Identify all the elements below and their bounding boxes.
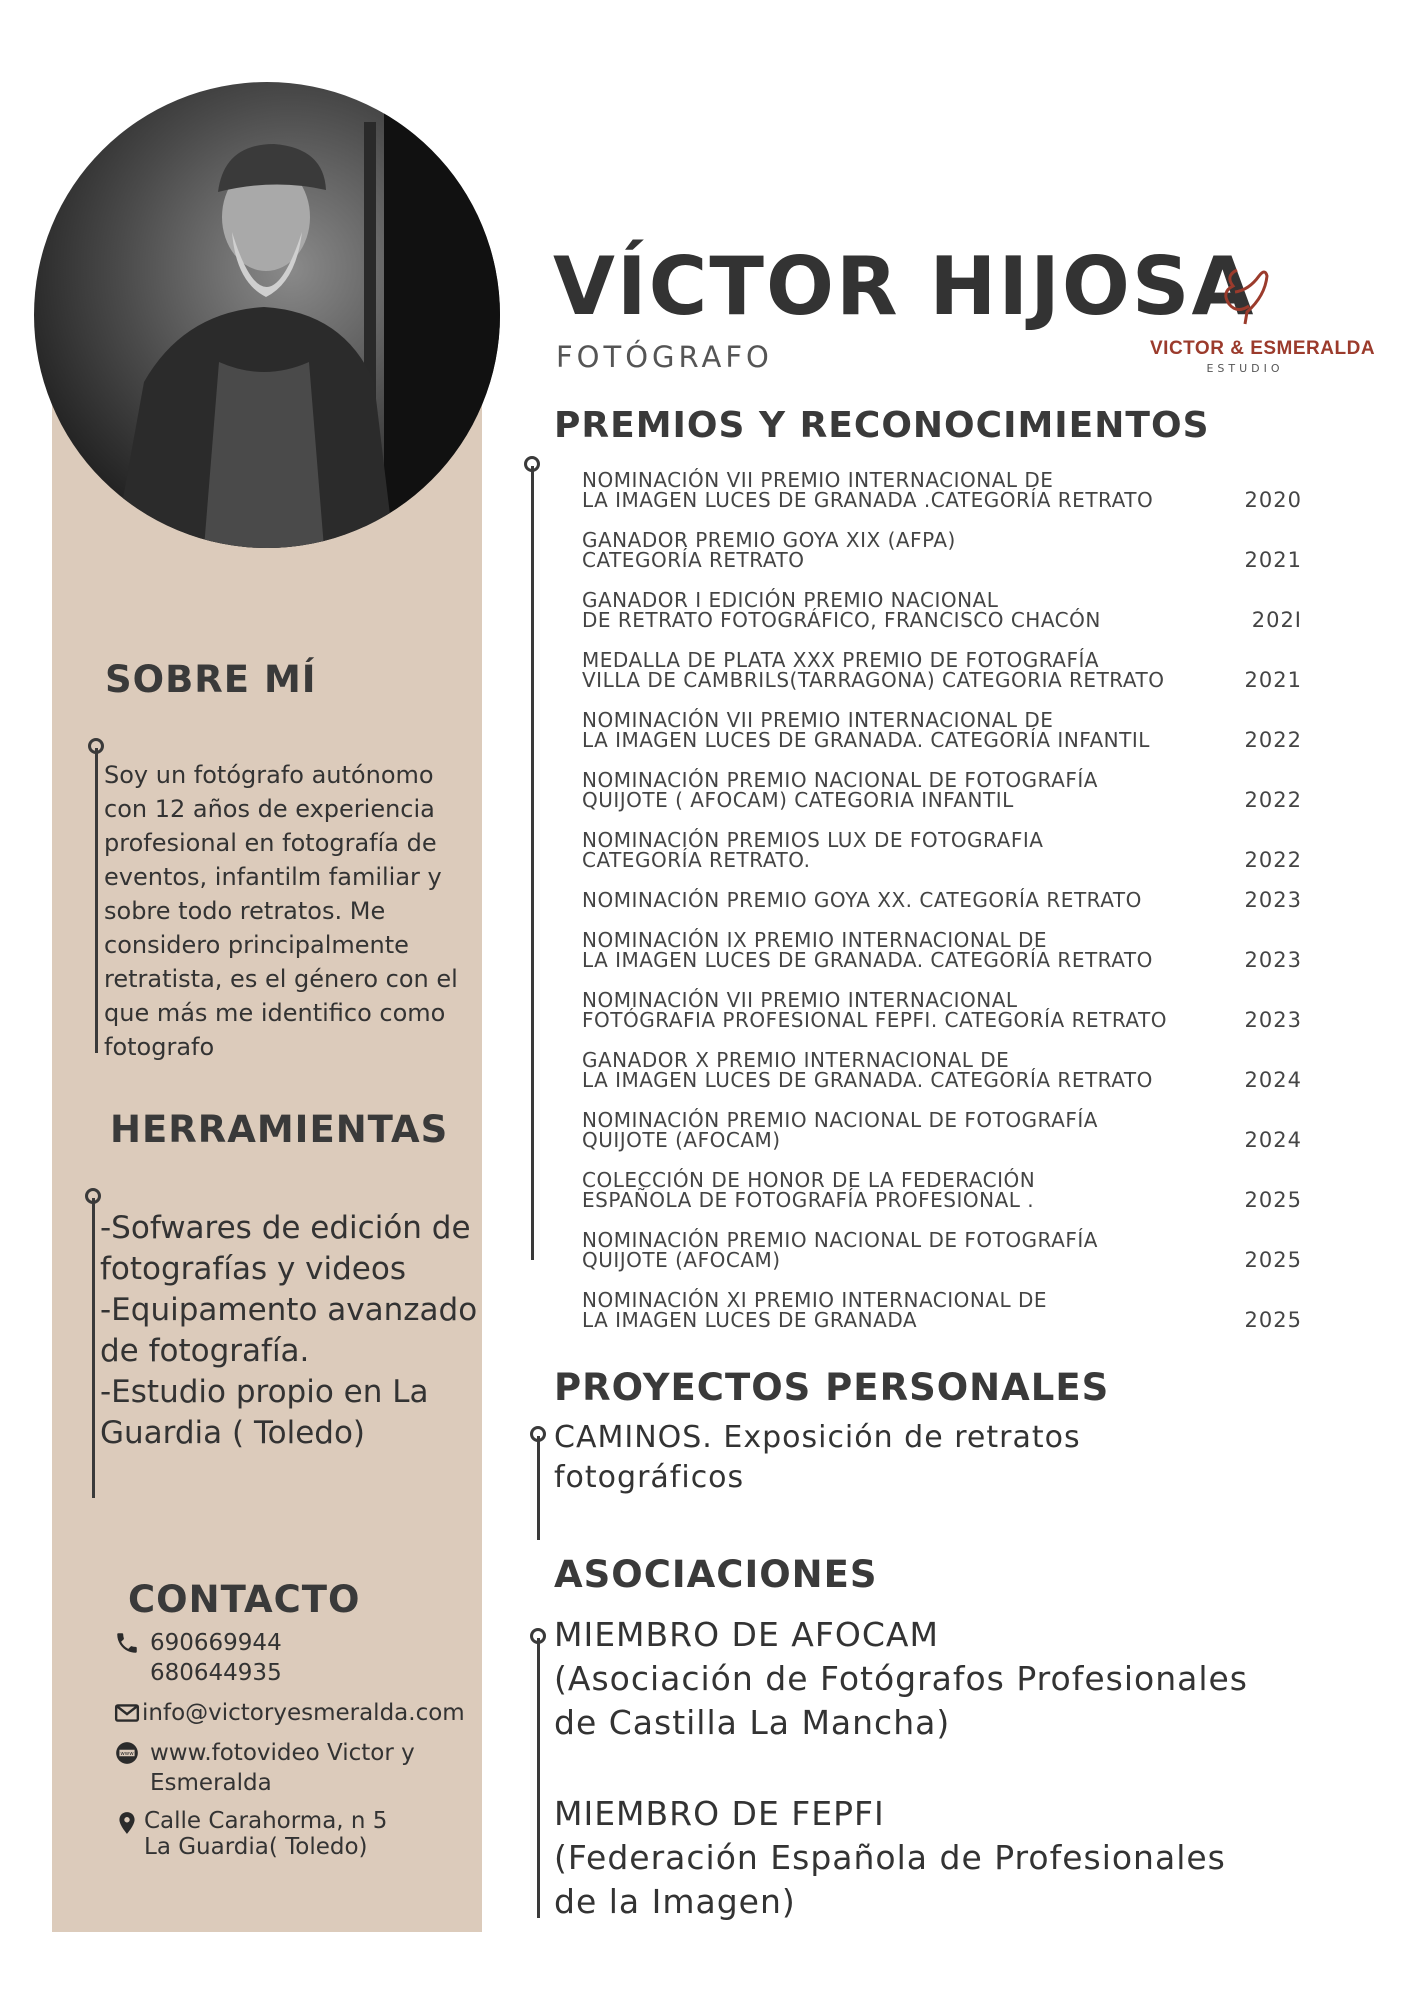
person-name: VÍCTOR HIJOSA [553, 240, 1256, 333]
award-title-line1: NOMINACIÓN PREMIO GOYA XX. CATEGORÍA RETRATO [582, 888, 1142, 912]
contact-website [114, 1738, 415, 1798]
website-link-line1[interactable]: www.fotovideo Victor y [150, 1740, 415, 1766]
award-year: 2023 [1244, 888, 1302, 912]
award-title-line2: FOTÓGRAFIA PROFESIONAL FEPFI. CATEGORÍA RETRATO [582, 1008, 1167, 1032]
tools-title: HERRAMIENTAS [110, 1108, 449, 1151]
award-title-line1: MEDALLA DE PLATA XXX PREMIO DE FOTOGRAFÍA [582, 648, 1100, 672]
tools-text: -Sofwares de edición de fotografías y videos -Equipamento avanzado de fotografía. -Estudio propio en La Guardia ( Toledo) [100, 1210, 478, 1451]
award-title-line1: NOMINACIÓN XI PREMIO INTERNACIONAL DE [582, 1288, 1048, 1312]
award-item [582, 1290, 1302, 1330]
award-title-line2: QUIJOTE (AFOCAM) [582, 1248, 781, 1272]
award-item [582, 530, 1302, 570]
logo-monogram-icon [1215, 262, 1275, 332]
contact-email [114, 1698, 465, 1728]
award-item [582, 590, 1302, 630]
award-item [582, 770, 1302, 810]
award-year: 2024 [1244, 1128, 1302, 1152]
award-title-line1: NOMINACIÓN PREMIO NACIONAL DE FOTOGRAFÍA [582, 1108, 1098, 1132]
award-year: 2020 [1244, 488, 1302, 512]
about-title: SOBRE MÍ [105, 658, 317, 701]
award-item [582, 890, 1302, 910]
award-item [582, 1170, 1302, 1210]
award-title-line2: VILLA DE CAMBRILS(TARRAGONA) CATEGORIA RETRATO [582, 668, 1165, 692]
award-item [582, 990, 1302, 1030]
award-item [582, 1110, 1302, 1150]
awards-timeline-line [531, 466, 534, 1260]
tools-timeline-line [92, 1198, 95, 1498]
award-item [582, 830, 1302, 870]
svg-text:www: www [120, 1751, 134, 1758]
award-title-line2: DE RETRATO FOTOGRÁFICO, FRANCISCO CHACÓN [582, 608, 1101, 632]
phone-number-1[interactable]: 690669944 [150, 1630, 282, 1656]
award-title-line1: NOMINACIÓN PREMIO NACIONAL DE FOTOGRAFÍA [582, 1228, 1098, 1252]
award-title-line1: COLECCIÓN DE HONOR DE LA FEDERACIÓN [582, 1168, 1036, 1192]
award-title-line1: GANADOR I EDICIÓN PREMIO NACIONAL [582, 588, 999, 612]
association-afocam: MIEMBRO DE AFOCAM (Asociación de Fotógrafos Profesionales de Castilla La Mancha) [554, 1615, 1248, 1742]
profile-photo [34, 82, 500, 548]
award-item [582, 710, 1302, 750]
award-title-line1: GANADOR PREMIO GOYA XIX (AFPA) [582, 528, 956, 552]
contact-title: CONTACTO [128, 1578, 361, 1621]
studio-logo [1150, 262, 1376, 375]
award-year: 2022 [1244, 728, 1302, 752]
projects-timeline-line [537, 1436, 540, 1540]
award-year: 2021 [1244, 668, 1302, 692]
award-title-line2: CATEGORÍA RETRATO [582, 548, 805, 572]
award-title-line2: ESPAÑOLA DE FOTOGRAFÍA PROFESIONAL . [582, 1188, 1035, 1212]
award-item [582, 470, 1302, 510]
person-role: FOTÓGRAFO [556, 340, 773, 374]
associations-title: ASOCIACIONES [554, 1553, 878, 1596]
award-title-line2: LA IMAGEN LUCES DE GRANADA. CATEGORÍA RETRATO [582, 948, 1153, 972]
projects-title: PROYECTOS PERSONALES [554, 1366, 1110, 1409]
website-link-line2[interactable]: Esmeralda [150, 1770, 272, 1796]
award-year: 202I [1251, 608, 1302, 632]
globe-icon [114, 1740, 140, 1766]
awards-title: PREMIOS Y RECONOCIMIENTOS [554, 405, 1210, 446]
award-title-line2: LA IMAGEN LUCES DE GRANADA [582, 1308, 918, 1332]
award-year: 2024 [1244, 1068, 1302, 1092]
award-item [582, 1230, 1302, 1270]
award-title-line2: LA IMAGEN LUCES DE GRANADA .CATEGORÍA RETRATO [582, 488, 1154, 512]
mail-icon [114, 1700, 140, 1726]
location-pin-icon [114, 1810, 140, 1836]
award-title-line2: QUIJOTE (AFOCAM) [582, 1128, 781, 1152]
award-title-line1: NOMINACIÓN PREMIO NACIONAL DE FOTOGRAFÍA [582, 768, 1098, 792]
address-line1: Calle Carahorma, n 5 [144, 1808, 388, 1834]
award-title-line2: CATEGORÍA RETRATO. [582, 848, 811, 872]
award-year: 2021 [1244, 548, 1302, 572]
award-title-line1: NOMINACIÓN PREMIOS LUX DE FOTOGRAFIA [582, 828, 1044, 852]
award-title-line1: GANADOR X PREMIO INTERNACIONAL DE [582, 1048, 1010, 1072]
award-year: 2022 [1244, 788, 1302, 812]
award-year: 2025 [1244, 1188, 1302, 1212]
award-title-line2: LA IMAGEN LUCES DE GRANADA. CATEGORÍA INFANTIL [582, 728, 1150, 752]
award-year: 2023 [1244, 948, 1302, 972]
award-title-line1: NOMINACIÓN IX PREMIO INTERNACIONAL DE [582, 928, 1048, 952]
phone-number-2[interactable]: 680644935 [150, 1660, 282, 1686]
email-link[interactable]: info@victoryesmeralda.com [142, 1700, 465, 1726]
award-title-line1: NOMINACIÓN VII PREMIO INTERNACIONAL DE [582, 468, 1054, 492]
award-title-line2: QUIJOTE ( AFOCAM) CATEGORIA INFANTIL [582, 788, 1014, 812]
logo-sub: ESTUDIO [1206, 362, 1284, 375]
about-timeline-line [95, 748, 98, 1053]
award-title-line1: NOMINACIÓN VII PREMIO INTERNACIONAL [582, 988, 1018, 1012]
contact-phone [114, 1628, 282, 1688]
award-title-line2: LA IMAGEN LUCES DE GRANADA. CATEGORÍA RETRATO [582, 1068, 1153, 1092]
about-text: Soy un fotógrafo autónomo con 12 años de experiencia profesional en fotografía de eventos, infantilm familiar y sobre todo retratos. Me considero principalmente retratista, es el género con el que más me identifico como fotografo [104, 761, 458, 1061]
phone-icon [114, 1630, 140, 1656]
award-year: 2022 [1244, 848, 1302, 872]
award-title-line1: NOMINACIÓN VII PREMIO INTERNACIONAL DE [582, 708, 1054, 732]
associations-timeline-line [537, 1638, 540, 1918]
association-fepfi: MIEMBRO DE FEPFI (Federación Española de Profesionales de la Imagen) [554, 1794, 1226, 1921]
award-year: 2023 [1244, 1008, 1302, 1032]
award-item [582, 1050, 1302, 1090]
projects-text: CAMINOS. Exposición de retratos fotográficos [554, 1420, 1081, 1495]
award-year: 2025 [1244, 1308, 1302, 1332]
award-year: 2025 [1244, 1248, 1302, 1272]
contact-address [114, 1808, 387, 1860]
award-item [582, 650, 1302, 690]
address-line2: La Guardia( Toledo) [144, 1834, 368, 1860]
award-item [582, 930, 1302, 970]
logo-name: VICTOR & ESMERALDA [1150, 338, 1376, 359]
